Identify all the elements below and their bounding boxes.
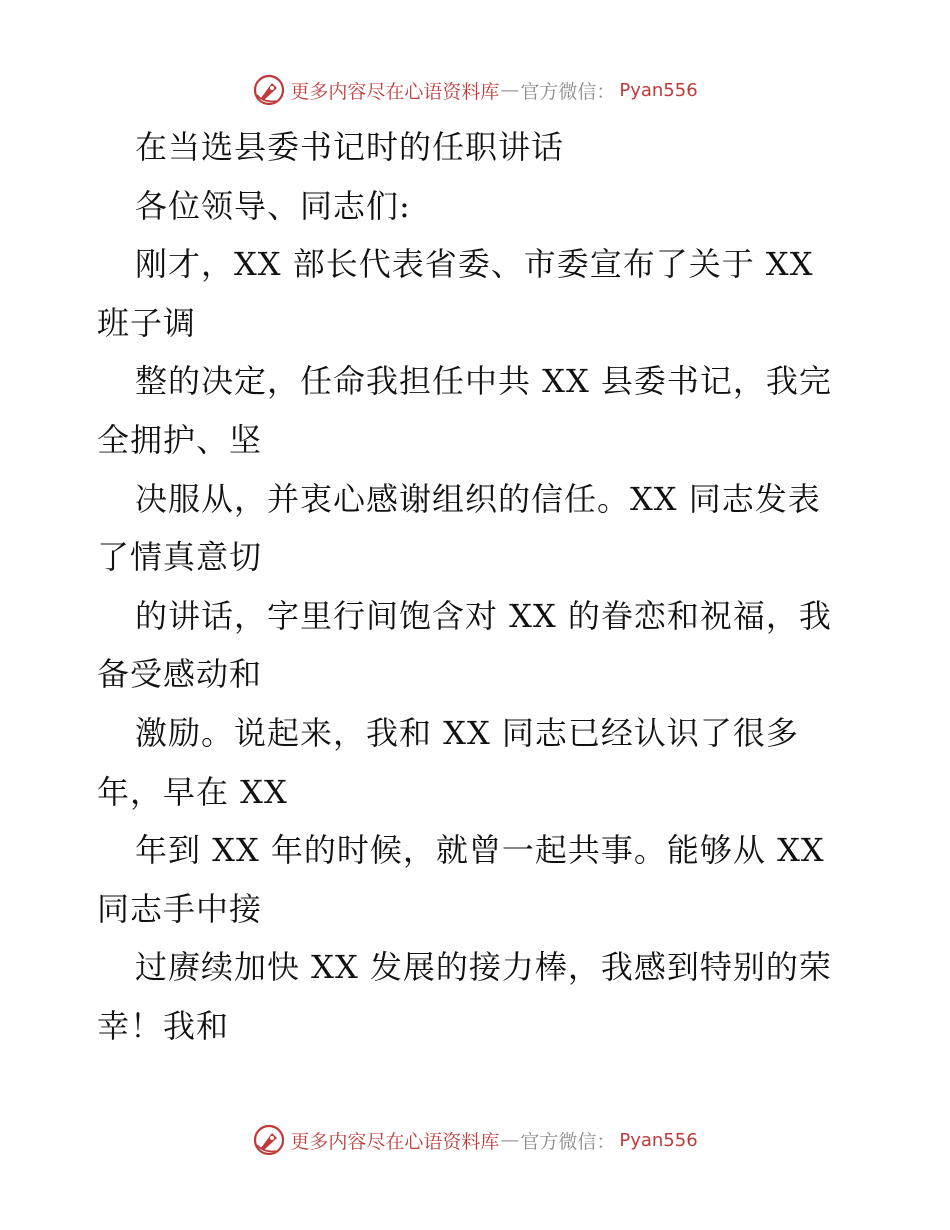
footer-wechat-id: Pyan556 xyxy=(619,1129,698,1151)
paragraph-line: 全拥护、坚 xyxy=(97,420,263,459)
pen-nib-logo-icon xyxy=(252,1123,286,1157)
paragraph-line: 年，早在 XX xyxy=(97,772,288,811)
header-text: 更多内容尽在心语资料库 xyxy=(290,80,500,103)
pen-nib-logo-icon xyxy=(252,73,286,107)
paragraph-line: 幸！我和 xyxy=(97,1006,230,1045)
footer-dash: — xyxy=(500,1129,520,1151)
document-body xyxy=(97,118,857,1056)
paragraph-line: 备受感动和 xyxy=(97,655,263,694)
paragraph-line: 同志手中接 xyxy=(97,889,263,928)
paragraph-line: 激励。说起来，我和 XX 同志已经认识了很多 xyxy=(135,713,799,752)
paragraph-line: 过赓续加快 XX 发展的接力棒，我感到特别的荣 xyxy=(135,948,832,987)
header-wechat-id: Pyan556 xyxy=(619,79,698,101)
paragraph-line: 刚才，XX 部长代表省委、市委宣布了关于 XX xyxy=(135,245,814,284)
paragraph-line: 了情真意切 xyxy=(97,538,263,577)
header-label: 官方微信： xyxy=(520,80,616,103)
paragraph-line: 决服从，并衷心感谢组织的信任。XX 同志发表 xyxy=(135,479,821,518)
header-dash: — xyxy=(500,79,520,101)
footer-banner xyxy=(0,1122,950,1158)
header-banner xyxy=(0,72,950,108)
salutation: 各位领导、同志们: xyxy=(135,186,411,225)
paragraph-line: 的讲话，字里行间饱含对 XX 的眷恋和祝福，我 xyxy=(135,596,832,635)
paragraph-line: 整的决定，任命我担任中共 XX 县委书记，我完 xyxy=(135,362,832,401)
paragraph-line: 班子调 xyxy=(97,303,197,342)
footer-text: 更多内容尽在心语资料库 xyxy=(290,1130,500,1153)
paragraph-line: 年到 XX 年的时候，就曾一起共事。能够从 XX xyxy=(135,831,825,870)
footer-label: 官方微信： xyxy=(520,1130,616,1153)
document-title: 在当选县委书记时的任职讲话 xyxy=(135,128,565,166)
